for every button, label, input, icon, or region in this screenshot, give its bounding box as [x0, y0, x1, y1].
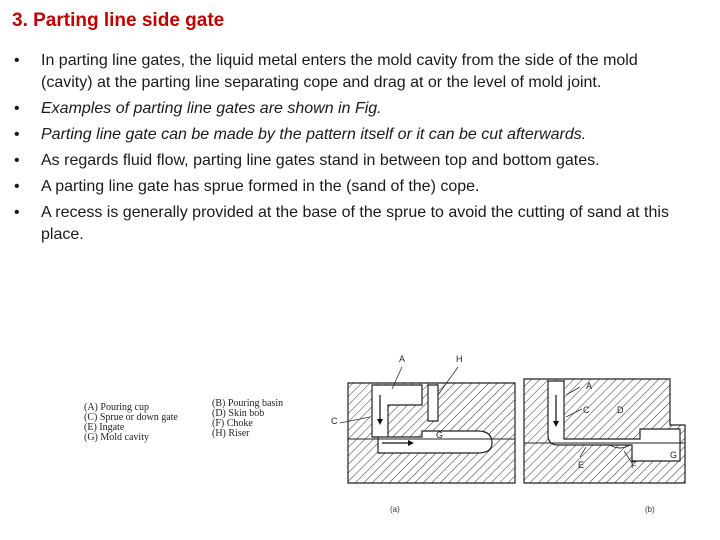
legend-entry: (F) Choke: [212, 418, 253, 429]
bullet-text: Parting line gate can be made by the pattern itself or it can be cut afterwards.: [41, 126, 587, 143]
label-g: G: [670, 450, 678, 460]
diagram-a: [330, 355, 520, 505]
bullet-marker: •: [14, 178, 20, 195]
legend-entry: (G) Mold cavity: [84, 432, 149, 443]
arrow-head: [553, 421, 559, 427]
bullet-item: [12, 98, 672, 120]
legend-entry: (C) Sprue or down gate: [84, 412, 178, 423]
bullet-list: [12, 50, 672, 250]
bullet-text: A recess is generally provided at the base of the sprue to avoid the cutting of sand at this place.: [41, 204, 669, 243]
bullet-item: [12, 150, 672, 172]
bullet-item: [12, 202, 672, 246]
legend-entry: (E) Ingate: [84, 422, 125, 433]
figure-legend-right: [212, 399, 283, 439]
figure-legend-left: [84, 403, 178, 443]
caption-a: (a): [390, 505, 400, 514]
mold-sand: [524, 379, 685, 483]
label-d: D: [617, 405, 624, 415]
label-a: A: [586, 381, 593, 391]
slide-title: 3. Parting line side gate: [12, 10, 225, 31]
label-f: F: [631, 460, 637, 470]
label-c: C: [331, 416, 338, 426]
legend-entry: (B) Pouring basin: [212, 398, 284, 409]
arrow-head: [377, 419, 383, 425]
label-c: C: [583, 405, 590, 415]
bullet-item: [12, 50, 672, 94]
legend-entry: (A) Pouring cup: [84, 402, 149, 413]
leader-line: [392, 367, 402, 389]
bullet-text: A parting line gate has sprue formed in the (sand of the) cope.: [41, 178, 480, 195]
legend-entry: (H) Riser: [212, 428, 250, 439]
bullet-marker: •: [14, 52, 20, 69]
caption-b: (b): [645, 505, 655, 514]
bullet-item: [12, 176, 672, 198]
bullet-marker: •: [14, 100, 20, 117]
bullet-text: Examples of parting line gates are shown in Fig.: [41, 100, 382, 117]
diagram-b: [520, 365, 690, 495]
bullet-marker: •: [14, 204, 20, 221]
bullet-item: [12, 124, 672, 146]
mold-sand: [348, 383, 515, 483]
label-a: A: [399, 354, 406, 364]
bullet-marker: •: [14, 126, 20, 143]
label-e: E: [578, 460, 585, 470]
bullet-marker: •: [14, 152, 20, 169]
bullet-text: In parting line gates, the liquid metal enters the mold cavity from the side of the mold (cavity) at the parting line separating cope and drag at or the level of mold joint.: [41, 52, 638, 91]
label-h: H: [456, 354, 463, 364]
bullet-text: As regards fluid flow, parting line gates stand in between top and bottom gates.: [41, 152, 600, 169]
label-g: G: [436, 430, 444, 440]
legend-entry: (D) Skin bob: [212, 408, 265, 419]
arrow-head: [408, 440, 414, 446]
